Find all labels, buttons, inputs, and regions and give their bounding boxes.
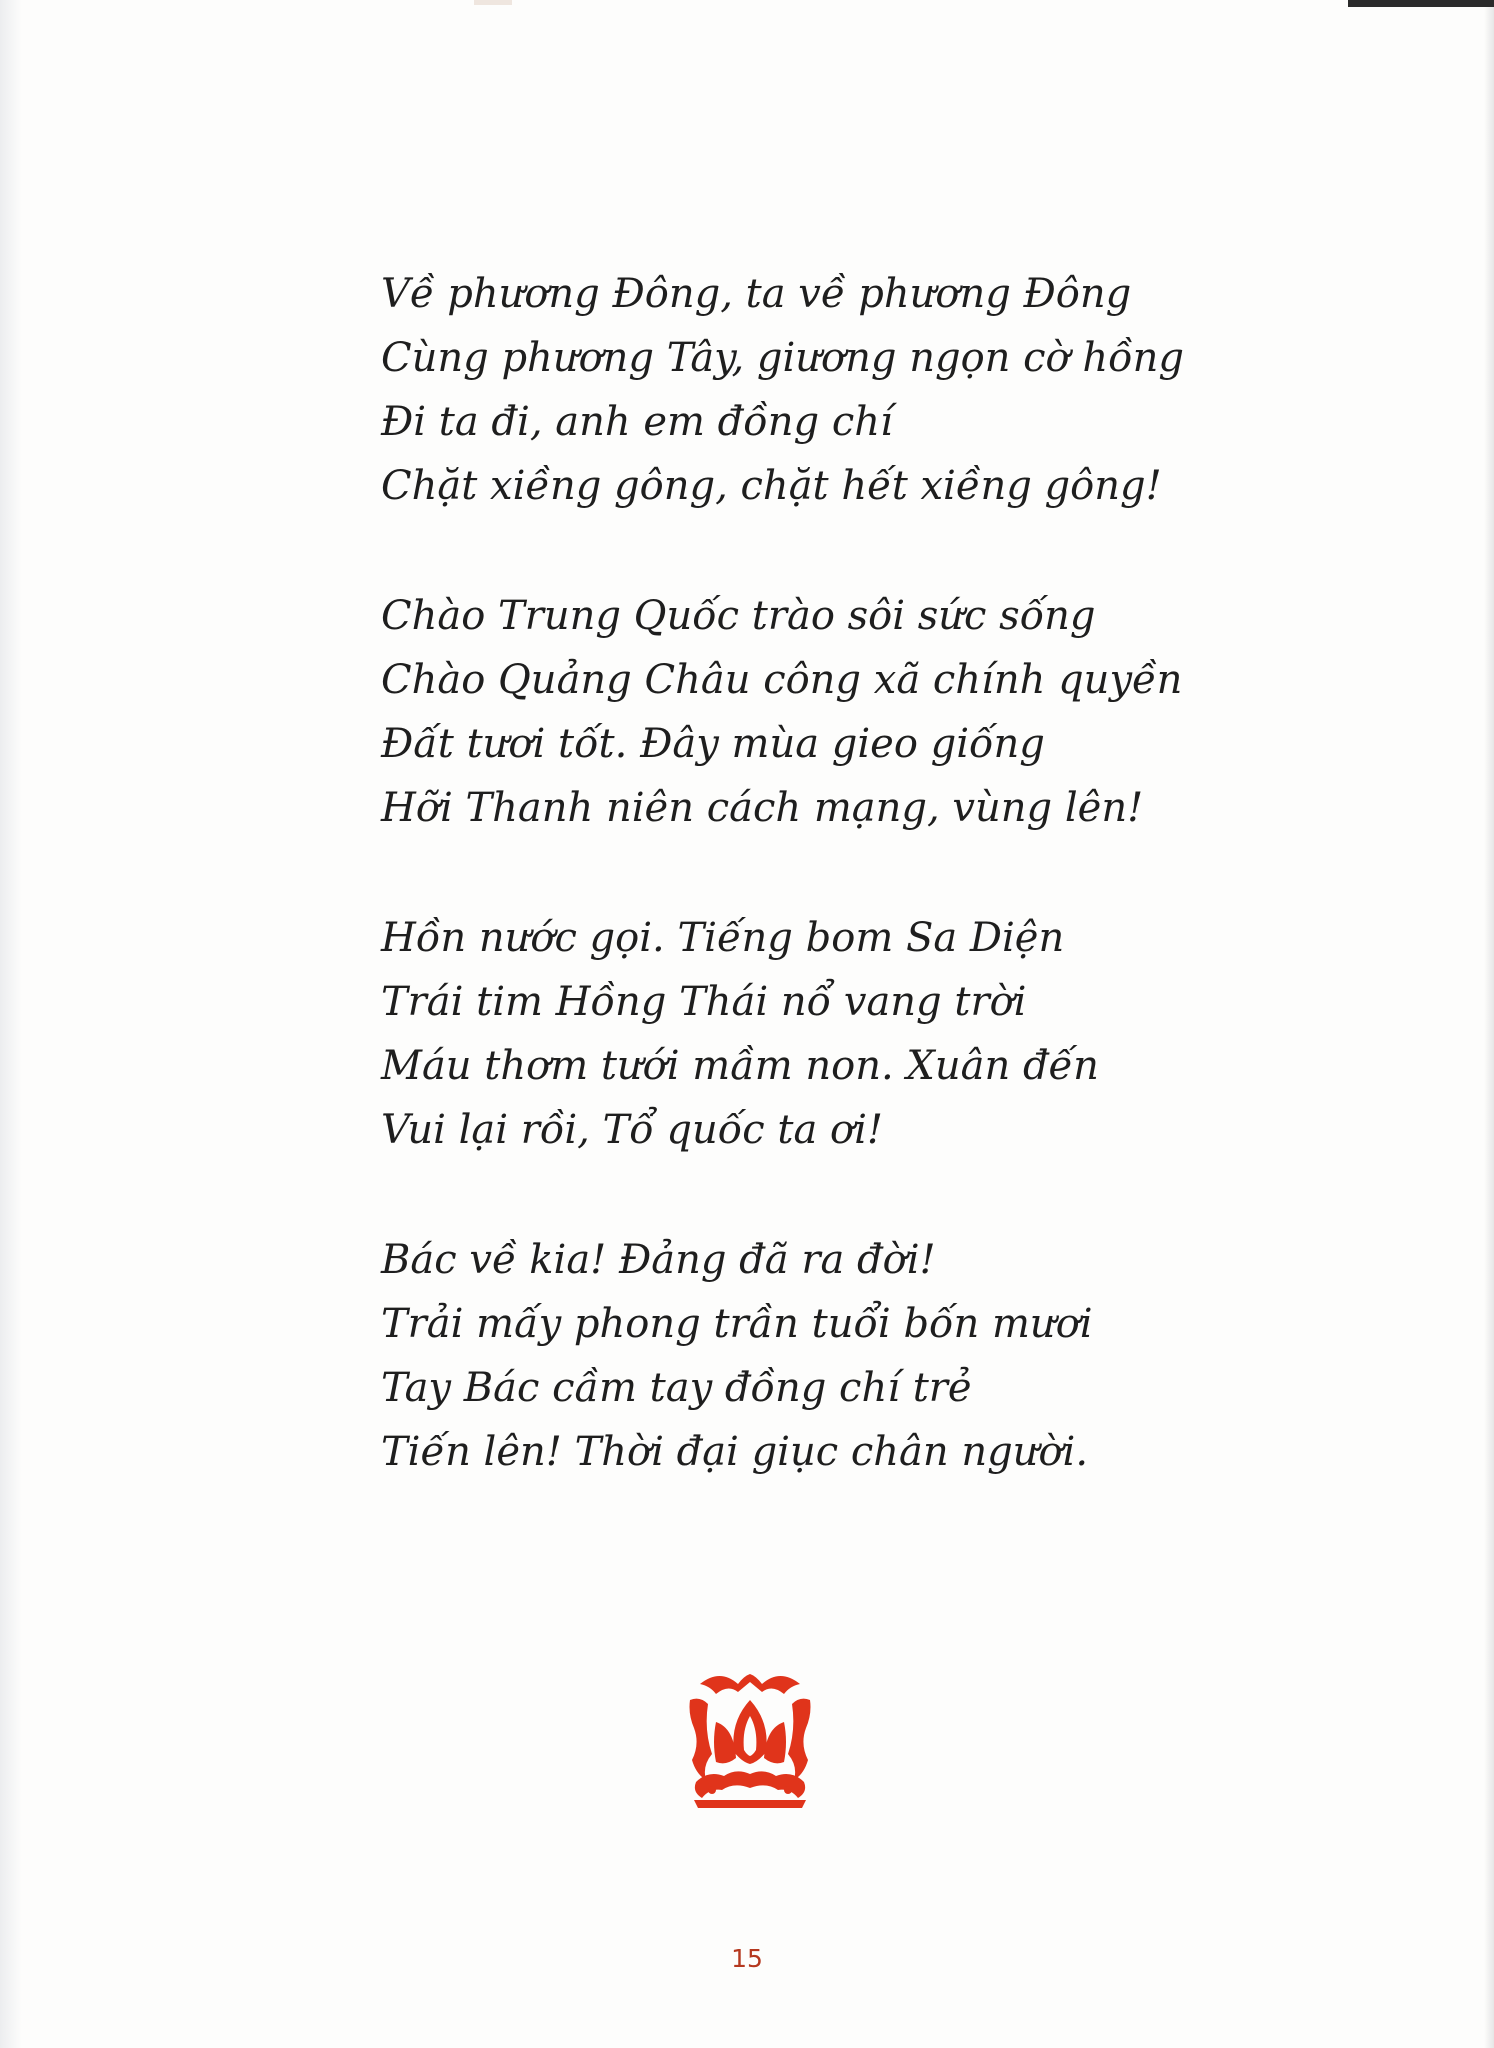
red-lotus-ornament-icon	[686, 1670, 814, 1810]
poem-stanza-1	[381, 262, 1381, 518]
poem-line: Hỡi Thanh niên cách mạng, vùng lên!	[381, 785, 1144, 831]
poem-line: Bác về kia! Đảng đã ra đời!	[381, 1237, 936, 1283]
page-edge-shadow-left	[0, 0, 22, 2048]
poem-line: Máu thơm tưới mầm non. Xuân đến	[381, 1043, 1099, 1089]
poem-line: Trái tim Hồng Thái nổ vang trời	[381, 979, 1027, 1025]
poem-stanza-3	[381, 906, 1381, 1162]
poem-line: Đi ta đi, anh em đồng chí	[381, 399, 893, 445]
poem-line: Tay Bác cầm tay đồng chí trẻ	[381, 1365, 972, 1411]
poem-line: Hồn nước gọi. Tiếng bom Sa Diện	[381, 915, 1065, 961]
poem-line: Cùng phương Tây, giương ngọn cờ hồng	[381, 335, 1184, 381]
poem-line: Trải mấy phong trần tuổi bốn mươi	[381, 1301, 1093, 1347]
poem-line: Chào Quảng Châu công xã chính quyền	[381, 657, 1183, 703]
page-top-tint	[474, 0, 512, 5]
poem-line: Đất tươi tốt. Đây mùa gieo giống	[381, 721, 1045, 767]
poem-line: Tiến lên! Thời đại giục chân người.	[381, 1429, 1089, 1475]
page-number: 15	[731, 1944, 763, 1973]
page-corner-dark-strip	[1348, 0, 1494, 7]
page-edge-shadow-right	[1484, 0, 1494, 2048]
poem-stanza-4	[381, 1228, 1381, 1484]
poem-body	[381, 262, 1381, 1550]
poem-stanza-2	[381, 584, 1381, 840]
poem-line: Về phương Đông, ta về phương Đông	[381, 271, 1132, 317]
poem-line: Chào Trung Quốc trào sôi sức sống	[381, 593, 1096, 639]
poem-line: Chặt xiềng gông, chặt hết xiềng gông!	[381, 463, 1162, 509]
poem-line: Vui lại rồi, Tổ quốc ta ơi!	[381, 1107, 883, 1153]
